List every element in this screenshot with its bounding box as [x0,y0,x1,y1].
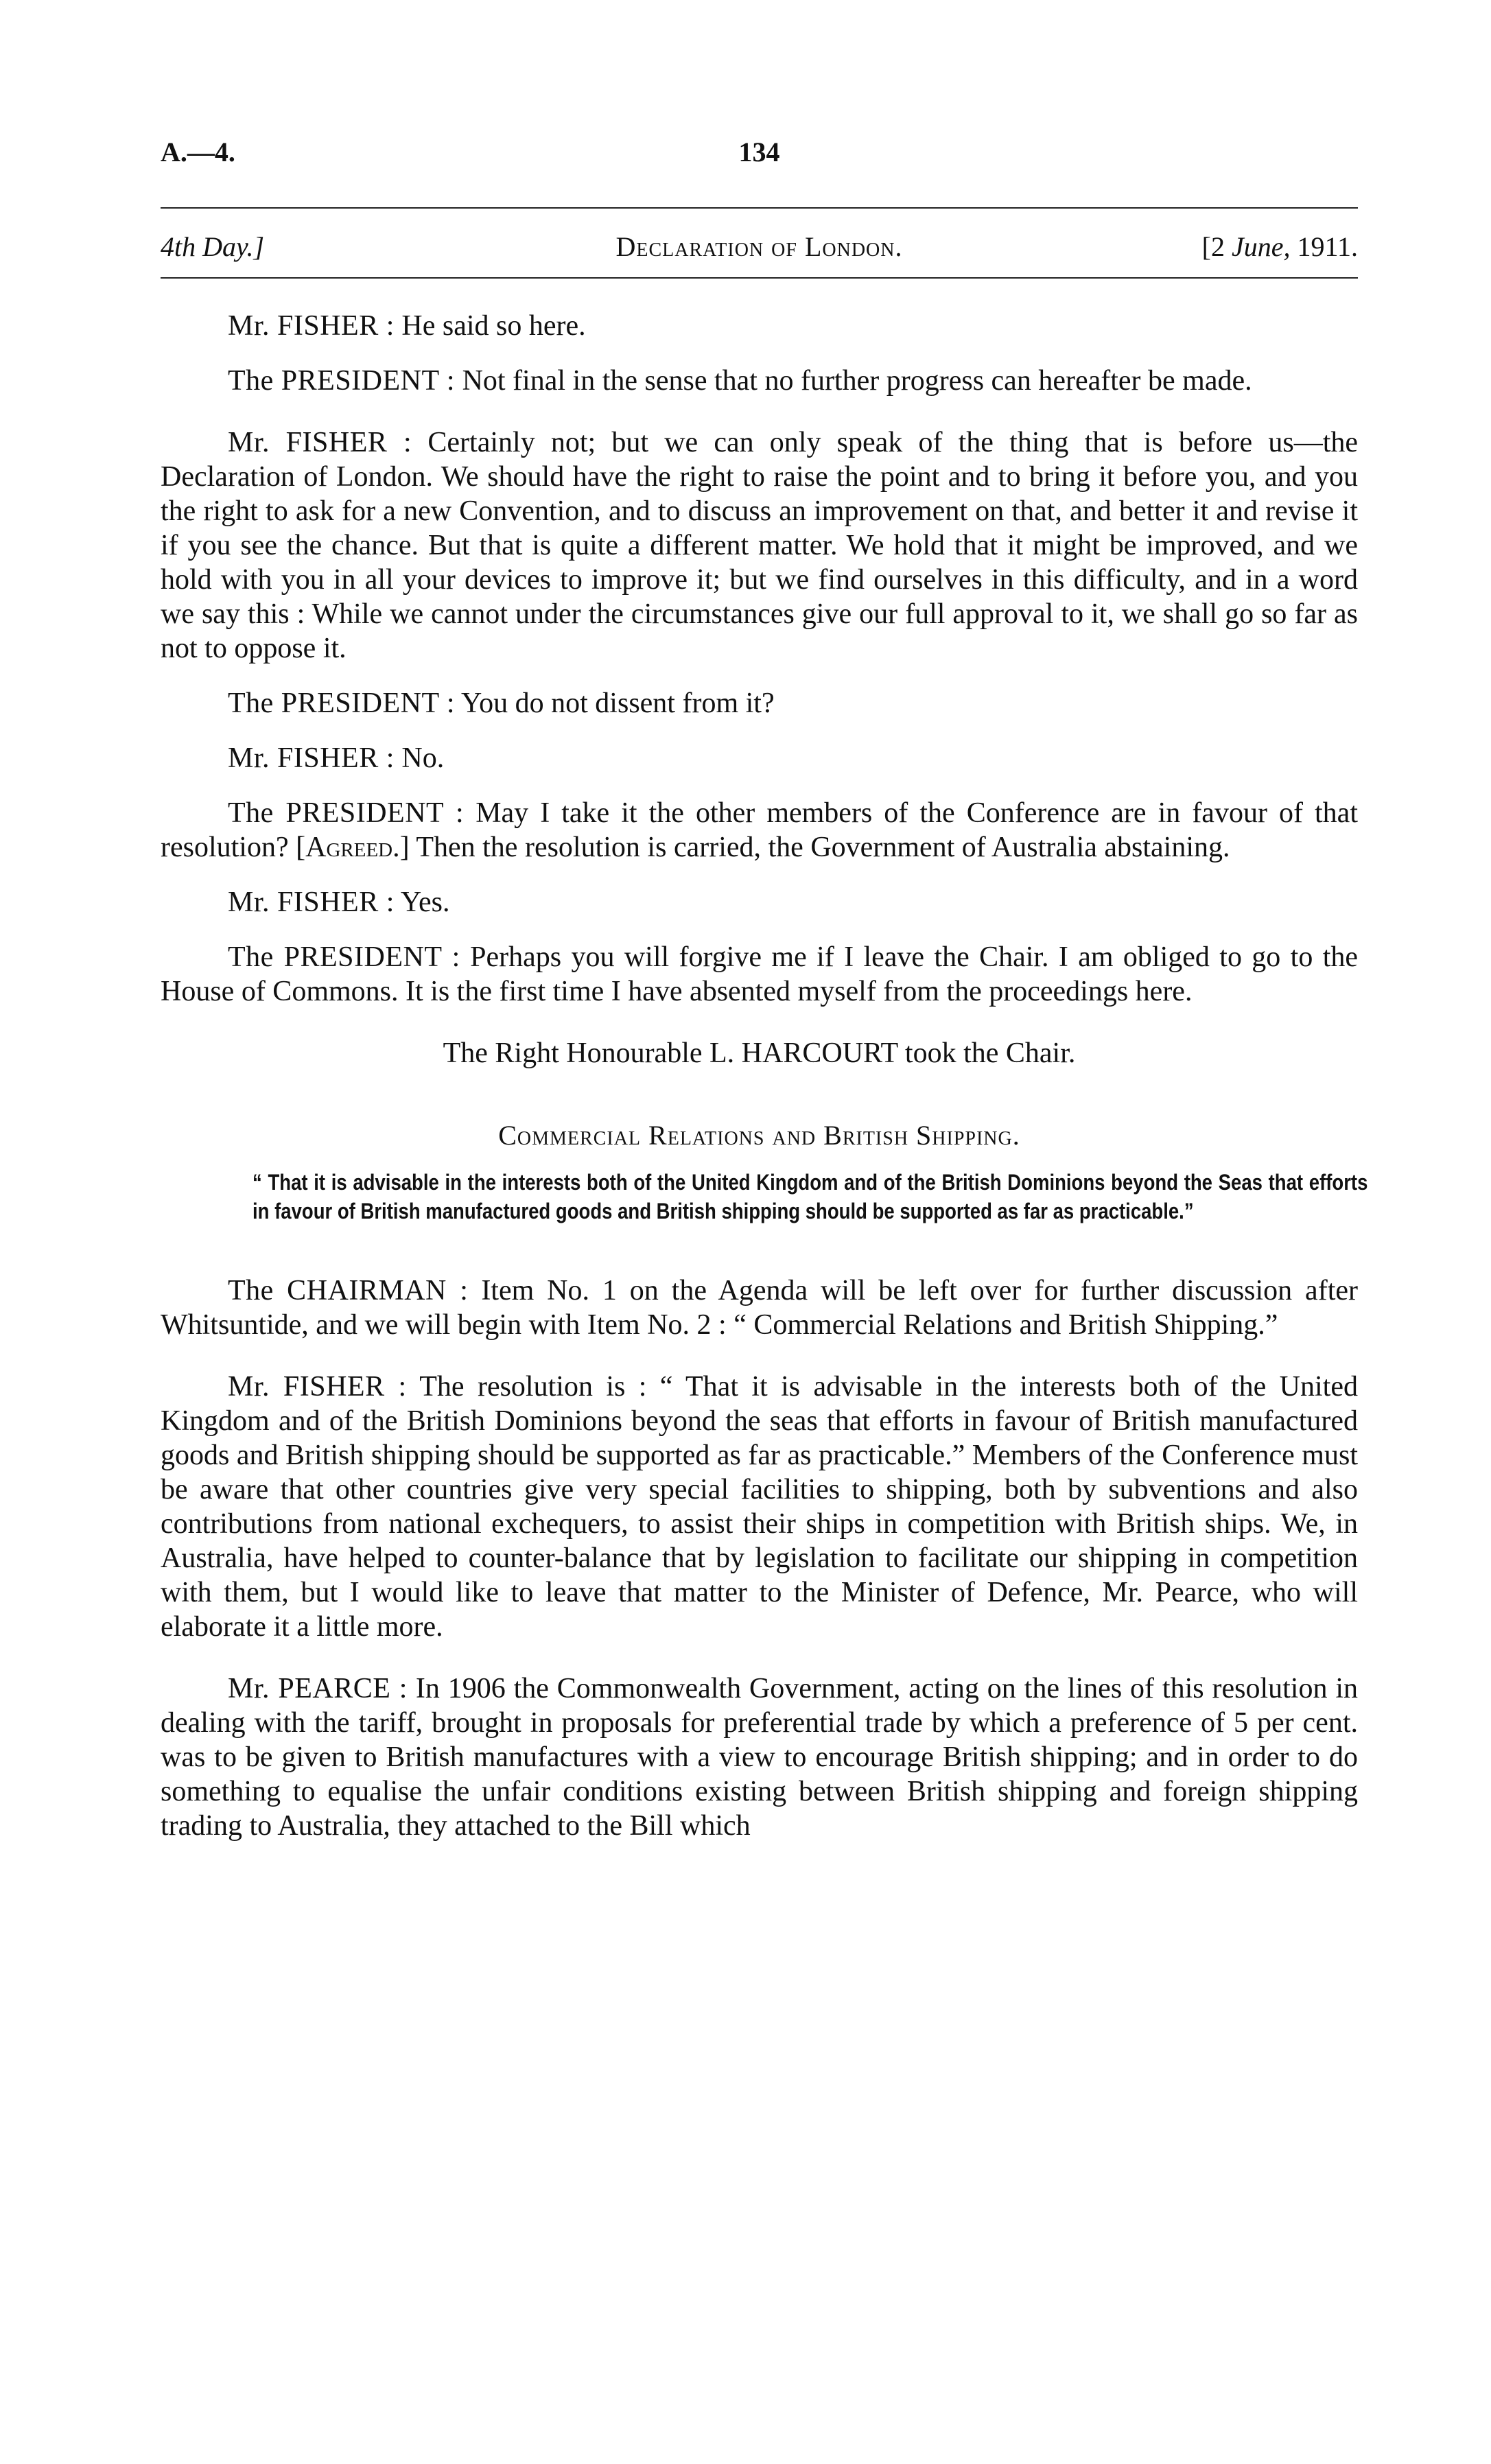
paragraph [161,425,1358,666]
speech-text: Yes. [400,887,450,918]
paragraph [161,1671,1358,1843]
date-month: June, [1231,231,1291,262]
resolution-text: “ That it is advisable in the interests both of the United Kingdom and of the British Dominions beyond the Seas that efforts in favour of British manufactured goods and British shipping should be supported as far as practicable.” [253,1170,1368,1223]
paragraph [161,796,1358,865]
header-rule-bottom [161,277,1358,279]
speech-text: Then the resolution is carried, the Government of Australia abstaining. [416,832,1230,863]
speaker-name: Mr. FISHER : [228,1371,407,1403]
speaker-name: Mr. FISHER : [228,310,395,342]
speech-text: Perhaps you will forgive me if I leave the Chair. I am obliged to go to the House of Commons. It is the first time I have absented myself from the proceedings here. [161,941,1358,1007]
speech-text: No. [401,742,445,774]
paragraph [161,1274,1358,1342]
header-rule-top [161,207,1358,209]
document-reference: A.—4. [161,137,235,167]
paragraph [161,940,1358,1009]
speaker-name: Mr. FISHER : [228,427,412,458]
paragraph [161,741,1358,775]
speech-text: Item No. 1 on the Agenda will be left over for further discussion after Whitsuntide, and we will begin with Item No. 2 : “ Commercial Relations and British Shipping.” [161,1275,1358,1341]
running-head-title: Declaration of London. [615,231,903,262]
running-head [161,231,1358,265]
day-word: Day.] [202,231,265,262]
document-body [161,309,1368,1870]
day-number: 4th [161,231,196,262]
chair-change-line: The Right Honourable L. HARCOURT took the Chair. [443,1037,1076,1069]
speech-text: Certainly not; but we can only speak of the thing that is before us—the Declaration of London. We should have the right to raise the point and to bring it before you, and you the right to ask for a new Convention, and to discuss an improvement on that, and better it and revise it if you see the chance. But that is quite a different matter. We hold that it might be improved, and we hold with you in all your devices to improve it; but we find ourselves in this difficulty, and in a word we say this : While we cannot under the circumstances give our full approval to it, we shall go so far as not to oppose it. [161,427,1359,664]
speaker-name: The PRESIDENT : [228,365,456,397]
speech-text: In 1906 the Commonwealth Government, acting on the lines of this resolution in dealing with the tariff, brought in proposals for preferential trade by which a preference of 5 per cent. was to be given to British manufactures with a view to encourage British shipping; and in order to do something to equalise the unfair conditions existing between British shipping and foreign shipping trading to Australia, they attached to the Bill which [161,1673,1358,1842]
running-head-date [1202,231,1358,263]
agreed-note: [Agreed.] [296,832,410,863]
speech-text: The resolution is : “ That it is advisable in the interests both of the United Kingdom and of the British Dominions beyond the seas that efforts in favour of British manufactured goods and British shipping should be supported as far as practicable.” Members of the Conference must be aware that other countries give very special facilities to shipping, both by subventions and also contributions from national exchequers, to assist their ships in competition with British ships. We, in Australia, have helped to counter-balance that by legislation to facilitate our shipping in competition with them, but I would like to leave that matter to the Minister of Defence, Mr. Pearce, who will elaborate it a little more. [161,1371,1358,1643]
paragraph [161,364,1358,398]
speech-text: He said so here. [401,310,586,342]
paragraph [161,309,1358,343]
speech-text: You do not dissent from it? [461,688,775,719]
date-day: [2 [1201,231,1225,262]
paragraph [161,885,1358,919]
paragraph [161,1370,1358,1644]
speech-text: Not final in the sense that no further progress can hereafter be made. [462,365,1252,397]
section-title: Commercial Relations and British Shipping. [498,1120,1020,1151]
page-number: 134 [738,137,780,167]
speaker-name: The PRESIDENT : [228,941,460,973]
speaker-name: The PRESIDENT : [228,688,456,719]
speaker-name: Mr. PEARCE : [228,1673,408,1704]
speaker-name: Mr. FISHER : [228,742,395,774]
speaker-name: The PRESIDENT : [228,797,465,829]
date-year: 1911. [1297,231,1358,262]
paragraph [161,686,1358,720]
document-page [161,0,1368,1842]
page-header [161,0,1358,206]
speech-text: May I take it the other members of the Conference are in favour of that resolution? [161,797,1358,863]
speaker-name: The CHAIRMAN : [228,1275,469,1306]
speaker-name: Mr. FISHER : [228,887,395,918]
